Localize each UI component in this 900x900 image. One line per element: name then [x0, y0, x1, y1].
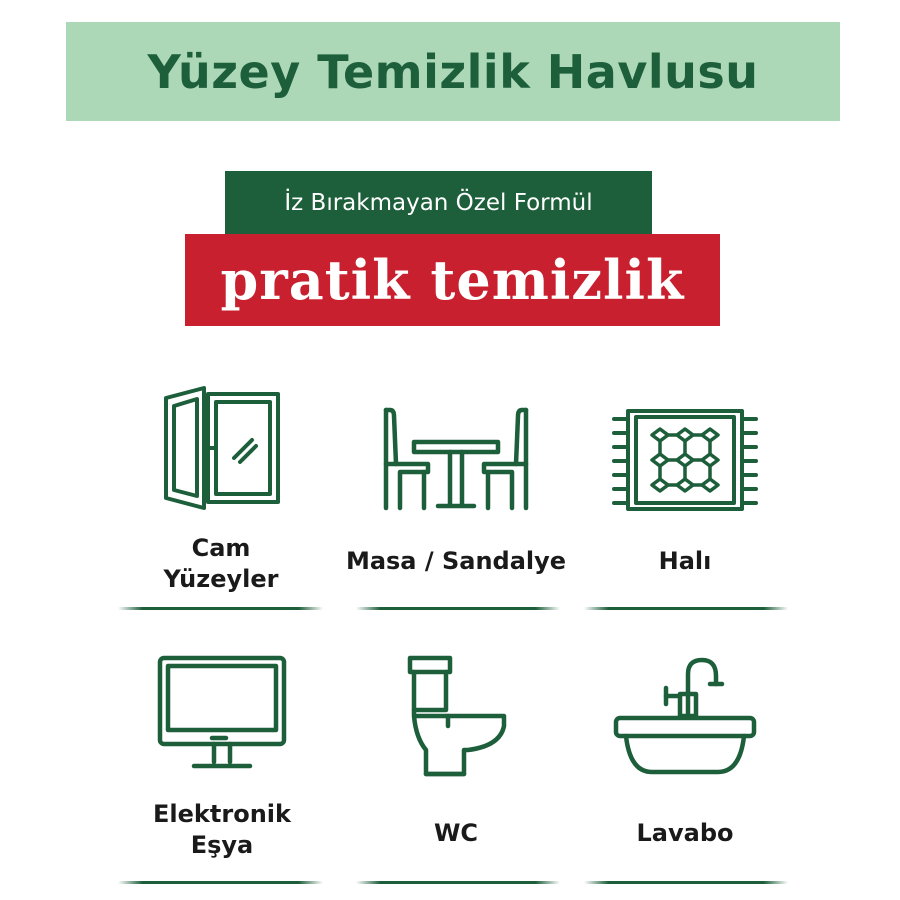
label-line: Elektronik [153, 800, 291, 828]
label-line: WC [433, 819, 479, 847]
rug-icon [612, 405, 758, 515]
label-line: Eşya [190, 831, 254, 859]
toilet-icon [404, 654, 508, 778]
label-line: Yüzeyler [163, 565, 279, 593]
divider-line [356, 881, 560, 884]
sink-icon [612, 654, 758, 778]
divider-line [356, 607, 560, 610]
headline-badge [185, 234, 720, 326]
label-line: Cam [191, 534, 251, 562]
headline-text: pratik temizlik [220, 248, 685, 312]
divider-line [584, 881, 788, 884]
subtitle-text: İz Bırakmayan Özel Formül [284, 189, 593, 216]
subtitle-badge [225, 171, 652, 234]
page-title: Yüzey Temizlik Havlusu [147, 44, 759, 99]
table-chairs-icon [378, 404, 534, 512]
surface-label-rug [610, 546, 760, 577]
label-line: Halı [658, 547, 712, 575]
divider-line [118, 881, 323, 884]
window-icon [160, 384, 282, 512]
surface-label-wc [400, 818, 512, 849]
title-banner [66, 22, 840, 121]
label-line: Lavabo [636, 819, 734, 847]
surface-label-electronics [136, 799, 308, 861]
divider-line [584, 607, 788, 610]
surface-label-glass [150, 533, 292, 595]
surface-label-sink [600, 818, 770, 849]
label-line: Masa / Sandalye [345, 547, 567, 575]
divider-line [118, 607, 323, 610]
monitor-icon [156, 654, 288, 774]
surface-label-table [330, 546, 582, 577]
